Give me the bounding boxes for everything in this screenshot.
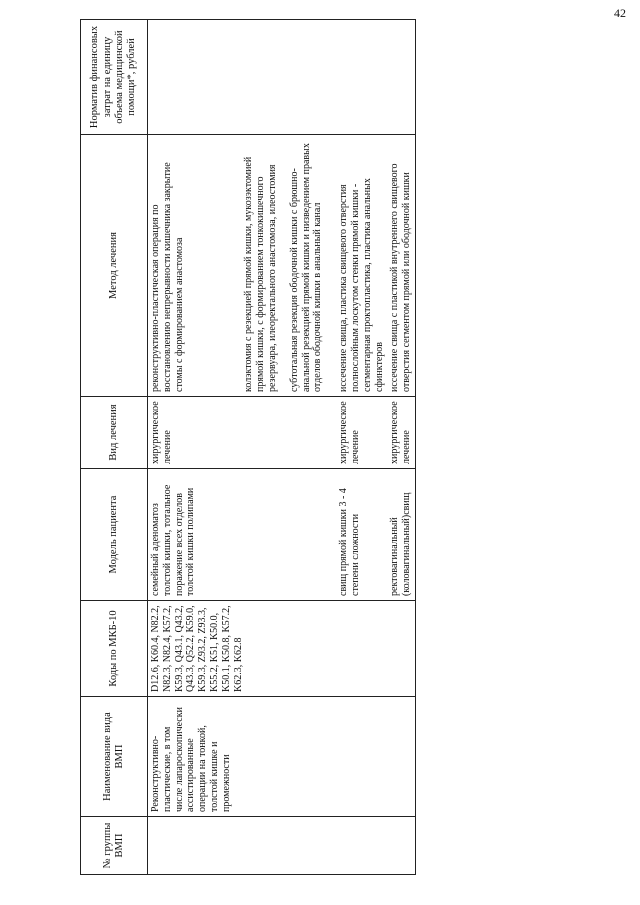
cell-icd-codes: D12.6, K60.4, N82.2, N82.3, N82.4, K57.2, K59.3, Q43.1, Q43.2, Q43.3, Q52.2, K59.0, K59.3, Z93.2, Z93.3, K55.2, K51, K50.0, K50.1, K50.8, K57.2, K62.3, K62.8 bbox=[148, 601, 337, 697]
header-group-number: № группы ВМП bbox=[81, 817, 148, 875]
cell-treatment-methods bbox=[148, 135, 337, 397]
cell-treatment-type: хирургическое лечение bbox=[387, 397, 415, 469]
cell-patient-model: свищ прямой кишки 3 - 4 степени сложности bbox=[336, 469, 387, 601]
cell-vmp-name: Реконструктивно-пластические, в том числе лапароскопически ассистированные операции на тонкой, толстой кишке и промежности bbox=[148, 697, 337, 817]
cell-patient-model: семейный аденоматоз толстой кишки, тотальное поражение всех отделов толстой кишки полипами bbox=[148, 469, 337, 601]
cell-cost-norm bbox=[148, 20, 337, 135]
table-row bbox=[387, 20, 415, 875]
cell-patient-model: ректовагинальный (коловагинальный)свищ bbox=[387, 469, 415, 601]
header-treatment-method: Метод лечения bbox=[81, 135, 148, 397]
vmp-table bbox=[80, 19, 416, 875]
cell-group-number bbox=[148, 817, 337, 875]
table-header-row bbox=[81, 20, 148, 875]
table-row bbox=[336, 20, 387, 875]
cell-treatment-type: хирургическое лечение bbox=[336, 397, 387, 469]
cell-treatment-method: иссечение свища, пластика свищевого отверстия полнослойным лоскутом стенки прямой кишки - сегментарная проктопластика, пластика анальных сфинктеров bbox=[336, 135, 387, 397]
rotated-page bbox=[80, 20, 590, 875]
header-cost-norm: Норматив финансовых затрат на единицу объема медицинской помощи*, рублей bbox=[81, 20, 148, 135]
cell-treatment-type: хирургическое лечение bbox=[148, 397, 337, 469]
header-treatment-type: Вид лечения bbox=[81, 397, 148, 469]
method-text: субтотальная резекция ободочной кишки с брюшно-анальной резекцией прямой кишки и низведением правых отделов ободочной кишки в анальный канал bbox=[288, 143, 324, 392]
method-text: реконструктивно-пластическая операция по восстановлению непрерывности кишечника закрытие стомы с формированием анастомоза bbox=[150, 162, 185, 392]
header-patient-model: Модель пациента bbox=[81, 469, 148, 601]
cell-treatment-method: иссечение свища с пластикой внутреннего свищевого отверстия сегментом прямой или ободочной кишки bbox=[387, 135, 415, 397]
table-row bbox=[148, 20, 337, 875]
method-text: колэктомия с резекцией прямой кишки, мукозэктомией прямой кишки, с формированием тонкокишечного резервуара, илеоректального анастомоза, илеостомия bbox=[243, 156, 278, 392]
header-vmp-name: Наименование вида ВМП bbox=[81, 697, 148, 817]
page-number: 42 bbox=[614, 6, 626, 20]
header-icd-codes: Коды по МКБ-10 bbox=[81, 601, 148, 697]
